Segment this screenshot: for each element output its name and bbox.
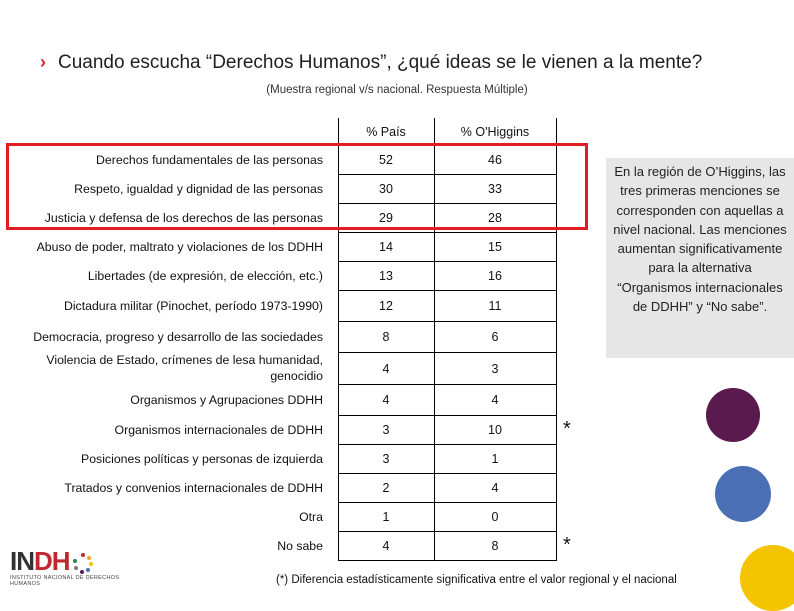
cell-ohiggins: 8 (434, 532, 556, 561)
cell-pais: 2 (338, 474, 434, 503)
cell-ohiggins: 0 (434, 503, 556, 532)
cell-ohiggins: 6 (434, 322, 556, 353)
indh-logo (10, 546, 120, 590)
logo-word-b: DH (34, 546, 70, 576)
cell-ohiggins: 4 (434, 385, 556, 416)
cell-pais: 12 (338, 291, 434, 322)
row-label: Democracia, progreso y desarrollo de las sociedades (33, 329, 323, 344)
row-label: Posiciones políticas y personas de izquierda (81, 451, 323, 466)
row-label: Respeto, igualdad y dignidad de las personas (74, 181, 323, 196)
cell-pais: 1 (338, 503, 434, 532)
row-label: Tratados y convenios internacionales de DDHH (64, 480, 323, 495)
row-label: Otra (299, 509, 323, 524)
cell-pais: 8 (338, 322, 434, 353)
note-box: En la región de O’Higgins, las tres primeras menciones se corresponden con aquellas a nivel nacional. Las menciones aumentan significativamente para la alternativa “Organismos internacionales de DDHH” y “No sabe”. (606, 158, 794, 358)
logo-word-a: IN (10, 546, 34, 576)
title-text: Cuando escucha “Derechos Humanos”, ¿qué ideas se le vienen a la mente? (58, 52, 703, 73)
row-label: Organismos internacionales de DDHH (114, 422, 323, 437)
logo-dots-icon (72, 552, 94, 574)
cell-pais: 13 (338, 262, 434, 291)
row-label: Organismos y Agrupaciones DDHH (130, 392, 323, 407)
cell-ohiggins: 3 (434, 353, 556, 385)
logo-subtitle: INSTITUTO NACIONAL DE DERECHOS HUMANOS (10, 575, 120, 587)
yellow-circle-decoration (740, 545, 794, 611)
row-label: No sabe (277, 538, 323, 553)
cell-pais: 4 (338, 385, 434, 416)
row-label: Violencia de Estado, crímenes de lesa humanidad, genocidio (46, 353, 323, 383)
cell-ohiggins: 1 (434, 445, 556, 474)
cell-pais: 29 (338, 204, 434, 233)
cell-pais: 14 (338, 233, 434, 262)
cell-pais: 30 (338, 175, 434, 204)
highlight-box (6, 143, 588, 230)
significance-star: * (563, 534, 571, 556)
column-header-pais: % País (338, 118, 434, 146)
cell-pais: 3 (338, 416, 434, 445)
cell-ohiggins: 11 (434, 291, 556, 322)
cell-pais: 4 (338, 353, 434, 385)
page-title (40, 52, 702, 74)
cell-ohiggins: 16 (434, 262, 556, 291)
row-label: Justicia y defensa de los derechos de las personas (44, 210, 323, 225)
row-label: Abuso de poder, maltrato y violaciones de los DDHH (36, 239, 323, 254)
row-label: Derechos fundamentales de las personas (96, 152, 323, 167)
purple-circle-decoration (706, 388, 760, 442)
cell-pais: 3 (338, 445, 434, 474)
row-label: Libertades (de expresión, de elección, etc.) (87, 268, 323, 283)
row-label: Dictadura militar (Pinochet, período 1973-1990) (63, 298, 323, 313)
logo-word (10, 546, 120, 577)
cell-ohiggins: 10 (434, 416, 556, 445)
chevron-right-icon: › (40, 52, 46, 72)
cell-ohiggins: 46 (434, 146, 556, 175)
cell-ohiggins: 15 (434, 233, 556, 262)
page-subtitle: (Muestra regional v/s nacional. Respuesta Múltiple) (266, 84, 528, 96)
cell-ohiggins: 4 (434, 474, 556, 503)
cell-ohiggins: 33 (434, 175, 556, 204)
cell-pais: 52 (338, 146, 434, 175)
column-header-ohiggins: % O'Higgins (434, 118, 556, 146)
significance-star: * (563, 418, 571, 440)
blue-circle-decoration (715, 466, 771, 522)
footnote: (*) Diferencia estadísticamente significativa entre el valor regional y el nacional (276, 574, 677, 586)
cell-pais: 4 (338, 532, 434, 561)
cell-ohiggins: 28 (434, 204, 556, 233)
